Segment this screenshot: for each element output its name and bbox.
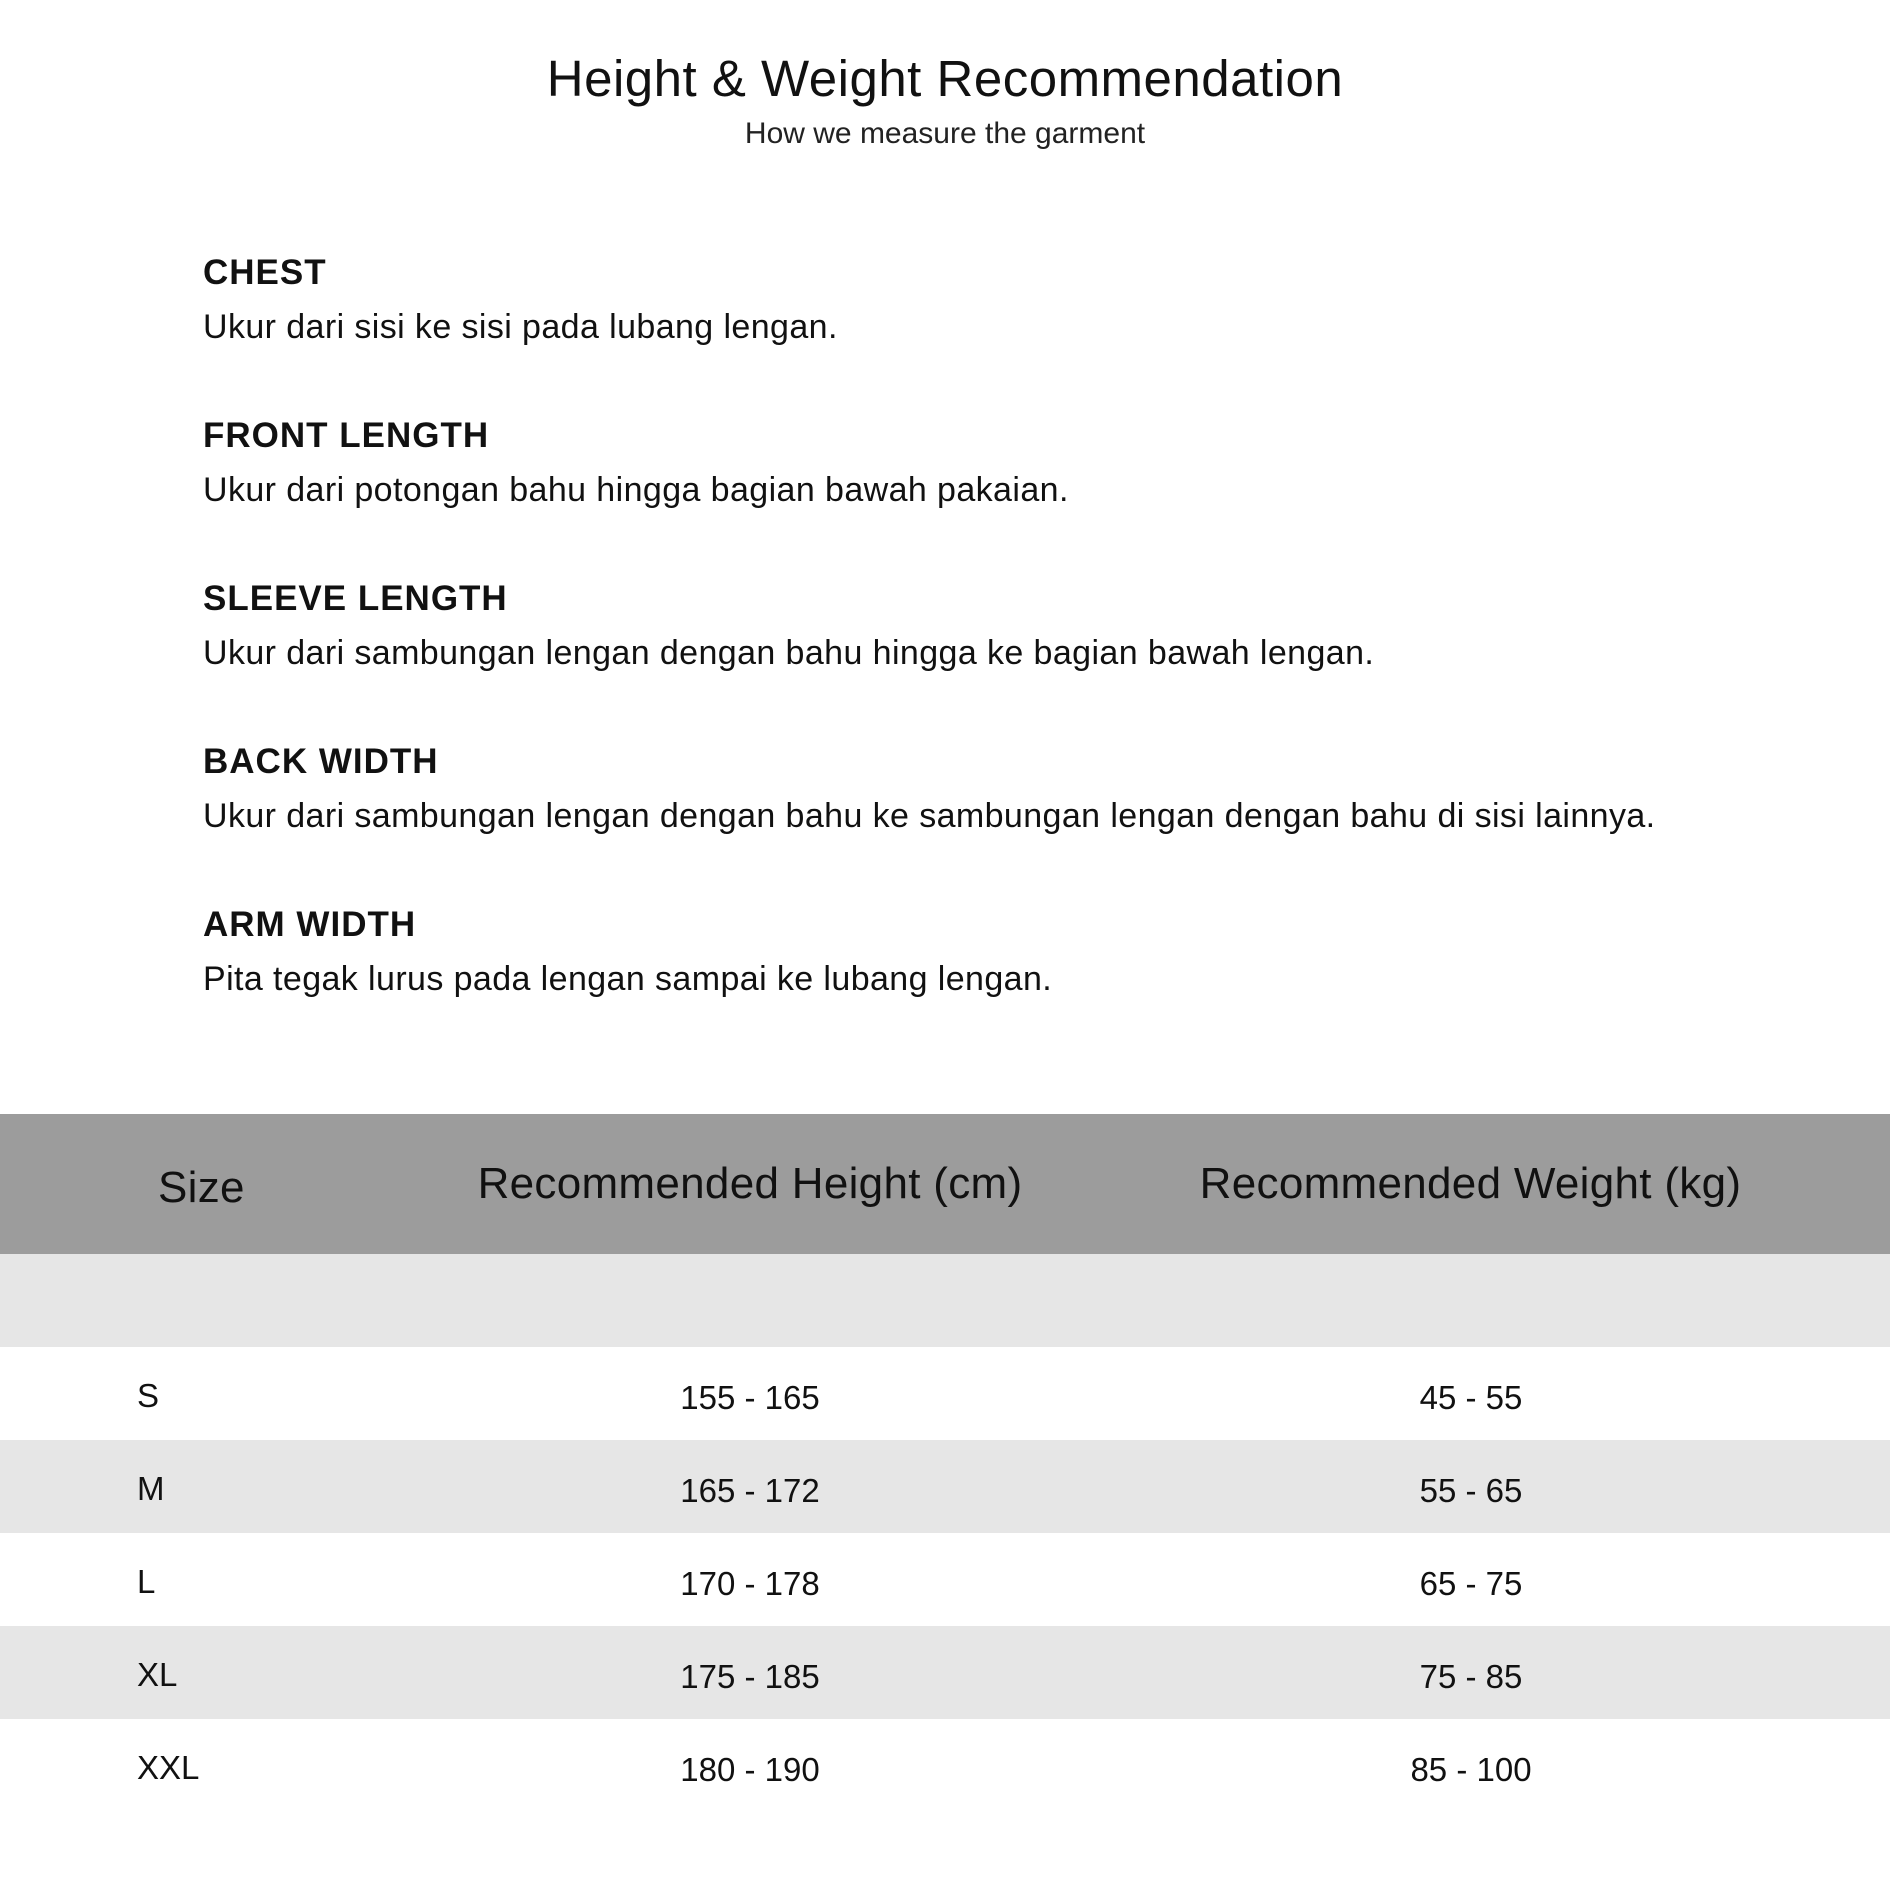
measurement-item-back-width — [203, 737, 1843, 900]
table-spacer-row — [0, 1254, 1890, 1347]
cell-weight: 75 - 85 — [1419, 1658, 1523, 1695]
table-header-row — [0, 1114, 1890, 1254]
cell-size: XL — [137, 1656, 178, 1693]
page-subtitle: How we measure the garment — [744, 117, 1146, 150]
column-header-size: Size — [158, 1163, 245, 1212]
measurement-label: BACK WIDTH — [203, 742, 439, 781]
measurement-description: Ukur dari sambungan lengan dengan bahu hingga ke bagian bawah lengan. — [203, 634, 1375, 672]
measurement-description: Pita tegak lurus pada lengan sampai ke lubang lengan. — [203, 960, 1053, 998]
cell-weight: 55 - 65 — [1419, 1472, 1523, 1509]
cell-height: 165 - 172 — [680, 1472, 820, 1509]
table-row — [0, 1440, 1890, 1533]
measurement-label: SLEEVE LENGTH — [203, 579, 508, 618]
page-title: Height & Weight Recommendation — [546, 50, 1344, 107]
cell-height: 155 - 165 — [680, 1379, 820, 1416]
cell-size: L — [137, 1563, 156, 1600]
cell-weight: 85 - 100 — [1410, 1751, 1532, 1788]
measurement-item-sleeve-length — [203, 574, 1843, 737]
cell-size: S — [137, 1377, 160, 1414]
cell-weight: 45 - 55 — [1419, 1379, 1523, 1416]
measurement-item-chest — [203, 248, 1843, 411]
cell-height: 175 - 185 — [680, 1658, 820, 1695]
measurement-label: CHEST — [203, 253, 327, 292]
size-table — [0, 1114, 1890, 1812]
cell-weight: 65 - 75 — [1419, 1565, 1523, 1602]
column-header-weight: Recommended Weight (kg) — [1199, 1159, 1742, 1208]
column-header-height: Recommended Height (cm) — [477, 1159, 1023, 1208]
table-row — [0, 1347, 1890, 1440]
table-row — [0, 1533, 1890, 1626]
measurement-item-arm-width — [203, 900, 1843, 1063]
measurement-label: ARM WIDTH — [203, 905, 417, 944]
measurement-description: Ukur dari potongan bahu hingga bagian bawah pakaian. — [203, 471, 1069, 509]
page-header — [0, 44, 1890, 154]
table-row — [0, 1626, 1890, 1719]
cell-size: XXL — [137, 1749, 200, 1786]
measurement-description: Ukur dari sambungan lengan dengan bahu ke sambungan lengan dengan bahu di sisi lainnya. — [203, 797, 1656, 835]
cell-size: M — [137, 1470, 165, 1507]
cell-height: 180 - 190 — [680, 1751, 820, 1788]
measurement-guide — [203, 248, 1843, 1063]
measurement-item-front-length — [203, 411, 1843, 574]
measurement-description: Ukur dari sisi ke sisi pada lubang lengan. — [203, 308, 838, 346]
table-row — [0, 1719, 1890, 1812]
measurement-label: FRONT LENGTH — [203, 416, 490, 455]
cell-height: 170 - 178 — [680, 1565, 820, 1602]
